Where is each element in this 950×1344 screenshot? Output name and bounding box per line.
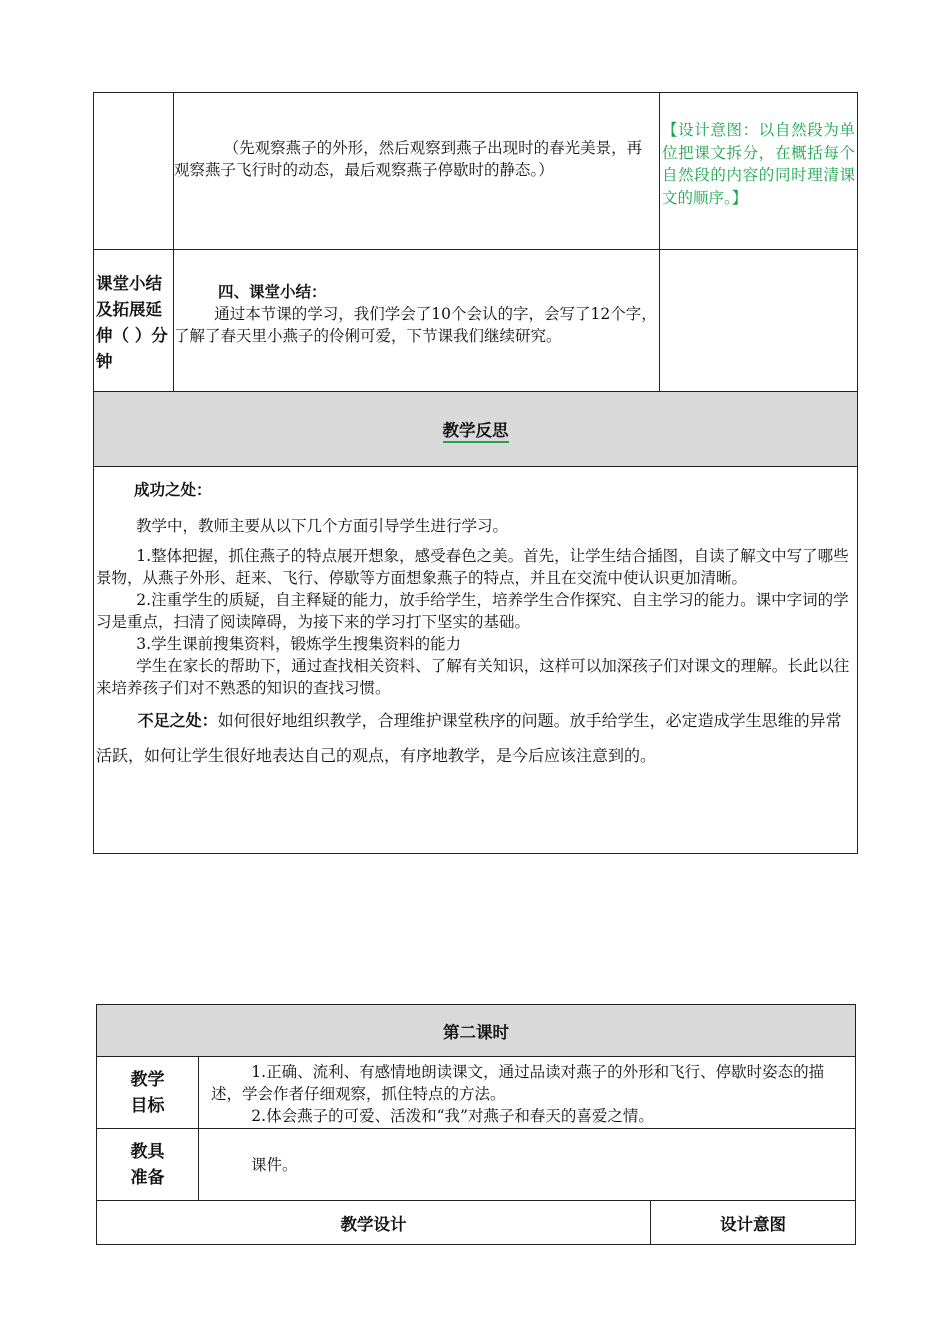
label-cell-empty (94, 93, 174, 250)
reflection-paragraph: 1.整体把握，抓住燕子的特点展开想象，感受春色之美。首先，让学生结合插图，自读了解文中写了哪些景物，从燕子外形、赶来、飞行、停歇等方面想象燕子的特点，并且在交流中使认识更加清晰。 (96, 547, 849, 587)
shortcoming-label: 不足之处： (137, 711, 218, 730)
table-row (94, 250, 858, 392)
goal-content-cell (199, 1057, 856, 1129)
summary-heading: 四、课堂小结： (218, 283, 327, 301)
observation-text: （先观察燕子的外形，然后观察到燕子出现时的春光美景，再观察燕子飞行时的动态，最后观察燕子停歇时的静态。） (174, 139, 643, 179)
goal-label: 教学目标 (130, 1069, 165, 1116)
goal-item: 1.正确、流利、有感情地朗读课文，通过品读对燕子的外形和飞行、停歇时姿态的描述，学会作者仔细观察，抓住特点的方法。 (211, 1063, 825, 1103)
summary-label-cell (94, 250, 174, 392)
prep-label-cell (97, 1129, 199, 1201)
prep-value: 课件。 (251, 1155, 298, 1174)
design-intent-cell (660, 93, 858, 250)
content-cell (174, 93, 660, 250)
table-row (97, 1201, 856, 1245)
table-row (94, 93, 858, 250)
section-title-cell (97, 1005, 856, 1057)
table-row (97, 1129, 856, 1201)
table-row (94, 467, 858, 854)
design-header-cell (97, 1201, 651, 1245)
lesson-table-1 (93, 92, 858, 854)
reflection-paragraph: 2.注重学生的质疑，自主释疑的能力，放手给学生，培养学生合作探究、自主学习的能力。课中字词的学习是重点，扫清了阅读障碍，为接下来的学习打下坚实的基础。 (96, 591, 849, 631)
reflection-paragraph: 教学中，教师主要从以下几个方面引导学生进行学习。 (136, 517, 509, 535)
summary-content-cell (174, 250, 660, 392)
reflection-title: 教学反思 (443, 421, 509, 443)
table-row (94, 392, 858, 467)
success-label: 成功之处： (134, 481, 212, 499)
reflection-header-cell (94, 392, 858, 467)
prep-label: 教具准备 (130, 1141, 165, 1188)
table-row (97, 1005, 856, 1057)
intent-header-cell (651, 1201, 856, 1245)
empty-intent-cell (660, 250, 858, 392)
design-intent-text: 【设计意图：以自然段为单位把课文拆分，在概括每个自然段的内容的同时理清课文的顺序。】 (662, 121, 855, 207)
goal-item: 2.体会燕子的可爱、活泼和“我”对燕子和春天的喜爱之情。 (251, 1107, 654, 1125)
prep-content-cell (199, 1129, 856, 1201)
reflection-paragraph: 3.学生课前搜集资料，锻炼学生搜集资料的能力 (136, 635, 462, 653)
summary-label: 课堂小结及拓展延伸（ ）分钟 (96, 274, 168, 371)
lesson-table-2 (96, 1004, 856, 1245)
shortcoming-text: 如何很好地组织教学，合理维护课堂秩序的问题。放手给学生，必定造成学生思维的异常活跃，如何让学生很好地表达自己的观点，有序地教学，是今后应该注意到的。 (96, 711, 842, 765)
shortcoming-paragraph (96, 703, 853, 773)
reflection-body-cell (94, 467, 858, 854)
design-header: 教学设计 (340, 1214, 407, 1234)
summary-text: 通过本节课的学习，我们学会了10个会认的字，会写了12个字，了解了春天里小燕子的伶俐可爱，下节课我们继续研究。 (174, 305, 657, 345)
intent-header: 设计意图 (720, 1214, 786, 1234)
section-title: 第二课时 (443, 1022, 509, 1042)
goal-label-cell (97, 1057, 199, 1129)
table-row (97, 1057, 856, 1129)
reflection-paragraph: 学生在家长的帮助下，通过查找相关资料、了解有关知识，这样可以加深孩子们对课文的理解。长此以往来培养孩子们对不熟悉的知识的查找习惯。 (96, 657, 850, 697)
